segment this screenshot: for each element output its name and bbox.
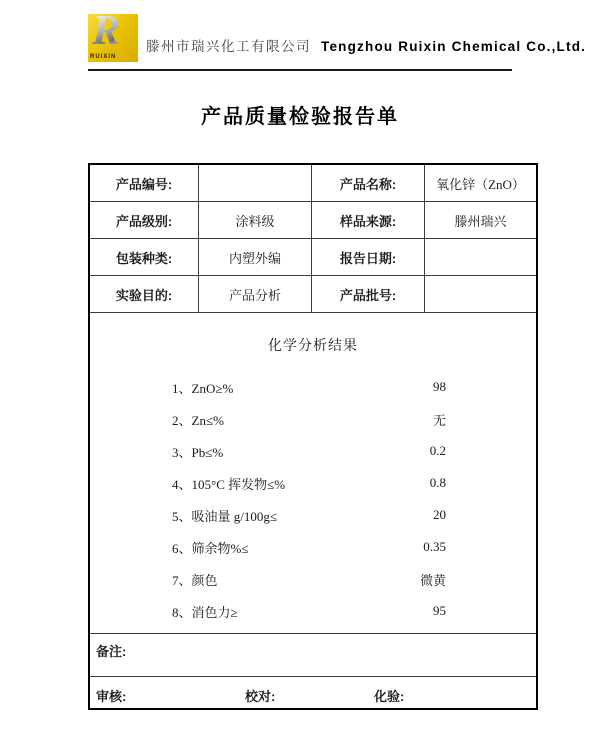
analysis-item-label: 8、消色力≥ [172, 604, 238, 620]
analysis-item [90, 371, 536, 403]
analysis-item-label: 6、筛余物%≤ [172, 540, 249, 556]
analysis-item-label: 5、吸油量 g/100g≤ [172, 508, 277, 524]
signature-review-label: 审核: [96, 689, 127, 704]
analysis-item [90, 467, 536, 499]
signature-test-label: 化验: [374, 689, 405, 704]
field-label-test-purpose: 实验目的: [90, 276, 199, 313]
analysis-item-value: 微黄 [419, 572, 446, 588]
logo-brand-text: RUIXIN [90, 54, 117, 60]
logo-r-icon: R [92, 14, 120, 54]
field-value-product-grade: 涂料级 [199, 202, 312, 239]
analysis-item-label: 7、颜色 [172, 572, 218, 588]
analysis-item-value: 20 [433, 507, 446, 522]
header-divider [88, 69, 512, 71]
analysis-item-value: 0.8 [429, 475, 446, 490]
analysis-item-label: 3、Pb≤% [172, 444, 224, 460]
field-label-product-no: 产品编号: [90, 165, 199, 202]
report-table [88, 163, 538, 710]
field-value-product-name: 氧化锌（ZnO） [425, 165, 536, 202]
analysis-item [90, 499, 536, 531]
report-header [88, 12, 587, 64]
analysis-item [90, 403, 536, 435]
analysis-list [90, 371, 536, 627]
analysis-item [90, 563, 536, 595]
page-title: 产品质量检验报告单 [201, 106, 399, 128]
field-label-sample-source: 样品来源: [312, 202, 425, 239]
analysis-item-value: 0.2 [429, 443, 446, 458]
analysis-item-label: 2、Zn≤% [172, 412, 224, 428]
company-logo [88, 14, 138, 62]
field-value-report-date [425, 239, 536, 276]
field-value-package-type: 内塑外编 [199, 239, 312, 276]
remarks-row [90, 634, 536, 677]
field-value-sample-source: 滕州瑞兴 [425, 202, 536, 239]
remarks-label: 备注: [96, 644, 127, 659]
analysis-section [90, 313, 536, 634]
field-label-package-type: 包装种类: [90, 239, 199, 276]
field-label-product-grade: 产品级别: [90, 202, 199, 239]
analysis-item [90, 435, 536, 467]
analysis-section-title: 化学分析结果 [268, 339, 358, 354]
analysis-item-value: 95 [433, 603, 446, 618]
analysis-item-value: 0.35 [423, 539, 446, 554]
field-value-product-no [199, 165, 312, 202]
company-name-chinese: 滕州市瑞兴化工有限公司 [146, 39, 311, 54]
field-value-test-purpose: 产品分析 [199, 276, 312, 313]
product-info-grid [90, 165, 536, 313]
field-label-batch-no: 产品批号: [312, 276, 425, 313]
field-label-report-date: 报告日期: [312, 239, 425, 276]
signature-proofread-label: 校对: [245, 689, 276, 704]
analysis-item-value: 无 [432, 412, 446, 428]
field-label-product-name: 产品名称: [312, 165, 425, 202]
field-value-batch-no [425, 276, 536, 313]
signatures-row [90, 677, 536, 712]
company-name-english: Tengzhou Ruixin Chemical Co.,Ltd. [321, 39, 587, 54]
analysis-item [90, 531, 536, 563]
analysis-item-label: 1、ZnO≥% [172, 380, 234, 396]
analysis-item-value: 98 [433, 379, 446, 394]
analysis-item [90, 595, 536, 627]
analysis-item-label: 4、105°C 挥发物≤% [172, 476, 286, 492]
